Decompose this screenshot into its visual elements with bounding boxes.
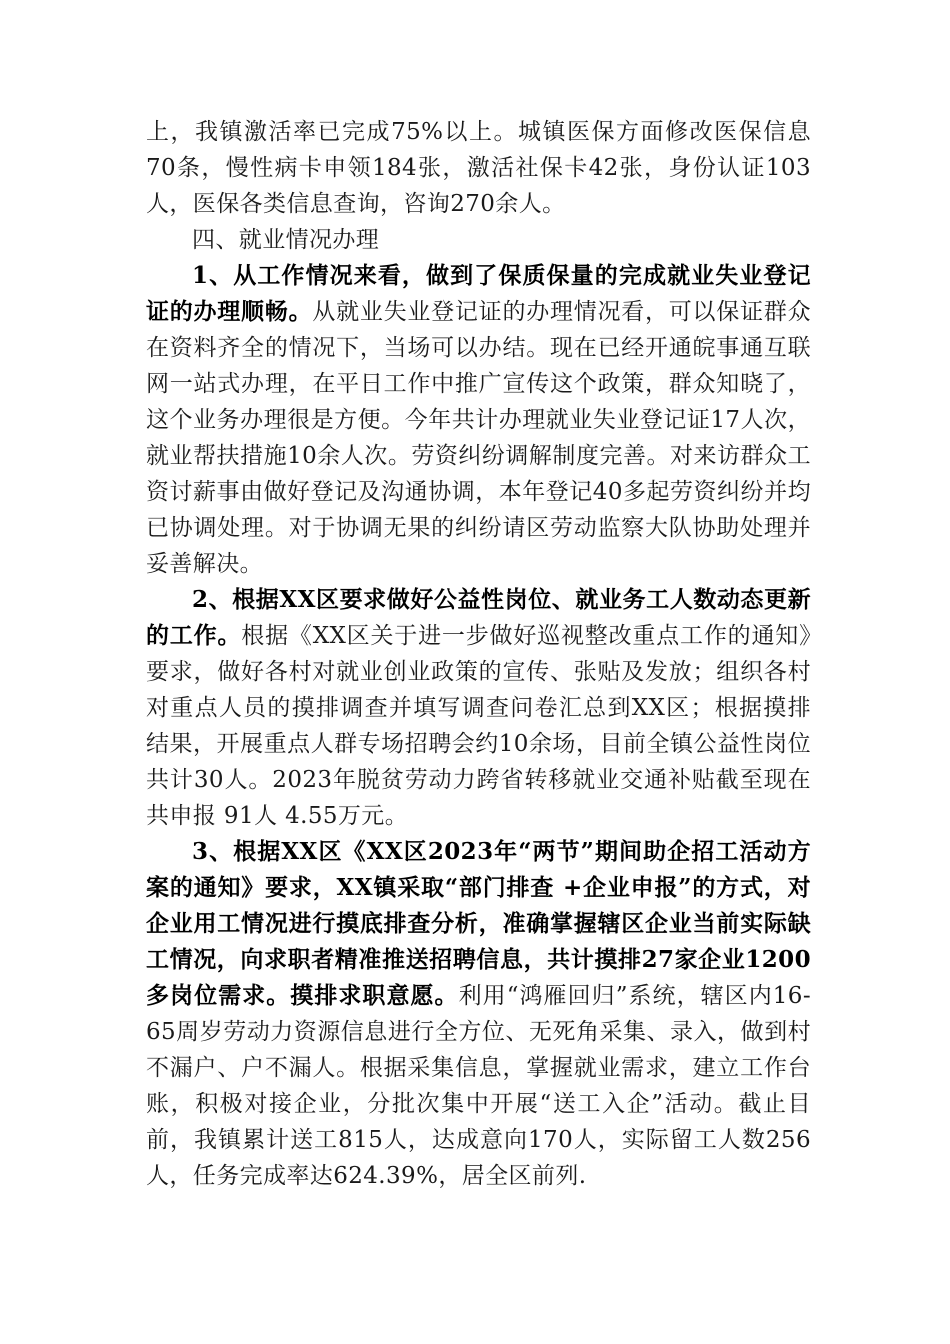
- item-2-lead: 2、根据XX区要求做好公益性岗位、就业务工人数动态更新的工作。: [146, 586, 811, 649]
- paragraph-item-3: [146, 834, 811, 1194]
- section-heading-employment: 四、就业情况办理: [192, 227, 380, 253]
- item-3-body: 利用“鸿雁回归”系统，辖区内16-65周岁劳动力资源信息进行全方位、无死角采集、录入，做到村不漏户、户不漏人。根据采集信息，掌握就业需求，建立工作台账，积极对接企业，分批次集中开展“送工入企”活动。截止目前，我镇累计送工815人，达成意向170人，实际留工人数256人，任务完成率达624.39%，居全区前列.: [146, 983, 812, 1189]
- item-1-lead: 1、从工作情况来看，做到了保质保量的完成就业失业登记证的办理顺畅。: [146, 262, 811, 325]
- paragraph-item-2: [146, 582, 811, 834]
- document-page: [146, 114, 811, 1194]
- item-2-body: 根据《XX区关于进一步做好巡视整改重点工作的通知》要求，做好各村对就业创业政策的宣传、张贴及发放；组织各村对重点人员的摸排调查并填写调查问卷汇总到XX区；根据摸排结果，开展重点人群专场招聘会约10余场，目前全镇公益性岗位共计30人。2023年脱贫劳动力跨省转移就业交通补贴截至现在共申报 91人 4.55万元。: [146, 623, 812, 829]
- paragraph-continuation: 上，我镇激活率已完成75%以上。城镇医保方面修改医保信息70条，慢性病卡申领184张，激活社保卡42张，身份认证103人，医保各类信息查询，咨询270余人。: [146, 119, 811, 217]
- item-3-lead: 3、根据XX区《XX区2023年“两节”期间助企招工活动方案的通知》要求，XX镇采取“部门排查 +企业申报”的方式，对企业用工情况进行摸底排查分析，准确掌握辖区企业当前实际缺工情况，向求职者精准推送招聘信息，共计摸排27家企业1200多岗位需求。摸排求职意愿。: [146, 838, 811, 1009]
- item-1-body: 从就业失业登记证的办理情况看，可以保证群众在资料齐全的情况下，当场可以办结。现在已经开通皖事通互联网一站式办理，在平日工作中推广宣传这个政策，群众知晓了，这个业务办理很是方便。今年共计办理就业失业登记证17人次，就业帮扶措施10余人次。劳资纠纷调解制度完善。对来访群众工资讨薪事由做好登记及沟通协调，本年登记40多起劳资纠纷并均已协调处理。对于协调无果的纠纷请区劳动监察大队协助处理并妥善解决。: [146, 299, 811, 577]
- paragraph-item-1: [146, 258, 811, 582]
